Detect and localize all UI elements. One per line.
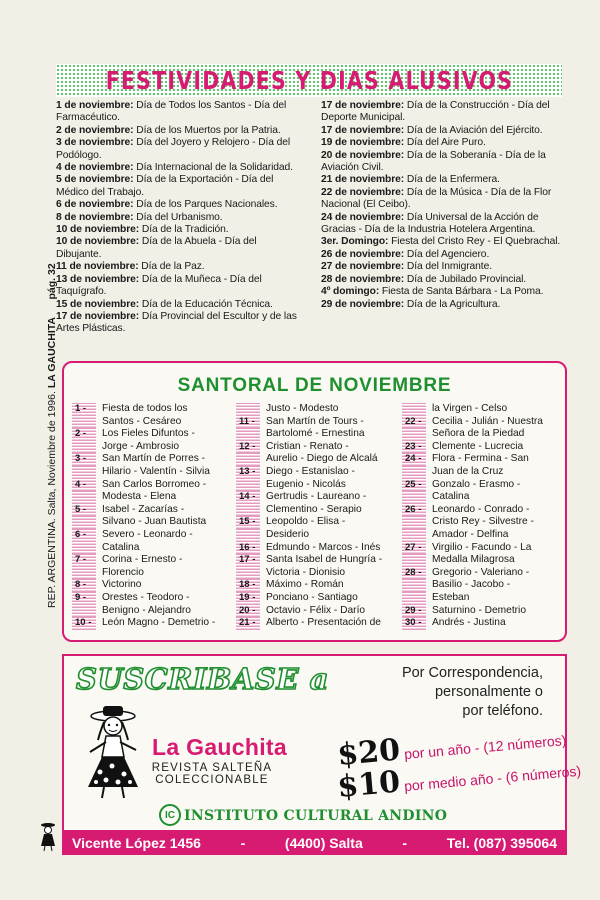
santoral-day-number [402,516,426,529]
santoral-day-number: 2 - [72,428,96,441]
festividad-date: 2 de noviembre: [56,124,134,136]
santoral-day-number: 4 - [72,479,96,492]
santoral-saints: Basilio - Jacobo - [432,579,511,591]
santoral-saints: Modesta - Elena [102,491,177,503]
santoral-day-number: 27 - [402,542,426,555]
santoral-day-number: 8 - [72,579,96,592]
santoral-saints: Benigno - Alejandro [102,604,191,616]
festividad-entry [56,261,304,273]
festividad-entry [56,137,304,162]
festividad-text: Día Provincial del Escultor y de las Artes Plásticas. [56,310,297,335]
santoral-saints: Fiesta de todos los [102,403,188,414]
festividad-entry [321,299,565,311]
santoral-day-number: 28 - [402,567,426,580]
festividad-entry [56,236,304,261]
festividad-date: 11 de noviembre: [56,261,139,273]
festividad-text: Día del Aire Puro. [404,137,486,149]
santoral-day-number: 29 - [402,605,426,618]
santoral-day-number [236,567,260,580]
festividad-date: 22 de noviembre: [321,186,405,198]
festividad-date: 17 de noviembre: [321,100,405,111]
santoral-saints: Andrés - Justina [432,617,506,629]
festividad-date: 3 de noviembre: [56,137,134,149]
festividad-date: 8 de noviembre: [56,211,134,223]
santoral-saints: Cecilia - Julián - Nuestra [432,415,543,427]
santoral-saints: Bartolomé - Ernestina [266,428,365,440]
subscription-ad [62,654,582,855]
festividad-entry [321,286,565,298]
festividad-entry [321,187,565,212]
festividad-text: Día de la Aviación del Ejército. [404,124,543,136]
santoral-title: SANTORAL DE NOVIEMBRE [177,375,452,396]
santoral-day-number: 18 - [236,579,260,592]
festividades-header [56,64,562,97]
santoral-saints: Ponciano - Santiago [266,592,358,603]
santoral-saints: Eugenio - Nicolás [266,478,346,490]
festividad-entry [321,174,565,186]
santoral-day-number: 30 - [402,617,426,630]
footer-phone: Tel. (087) 395064 [446,834,557,851]
festividad-text: Día de los Parques Nacionales. [133,199,278,211]
santoral-day-number [72,466,96,479]
festividad-entry [321,150,565,175]
santoral-day-number: 16 - [236,542,260,555]
santoral-day-number [236,428,260,441]
santoral-day-number [72,567,96,580]
festividad-text: Día del Inmigrante. [404,261,492,273]
festividad-text: Día de la Música - Día de la Flor Nacional (El Ceibo). [321,186,552,211]
santoral-saints: Catalina [432,491,470,503]
santoral-day-number: 20 - [236,605,260,618]
santoral-day-number: 14 - [236,491,260,504]
magazine-subtitle-line: COLECCIONABLE [155,774,269,786]
festividad-text: Día de la Muñeca - Día del Taquígrafo. [56,273,262,298]
festividad-text: Día Internacional de la Solidaridad. [133,162,293,174]
santoral-day-number: 25 - [402,479,426,492]
santoral-saints: Octavio - Félix - Darío [266,604,366,616]
santoral-day-number: 15 - [236,516,260,529]
santoral-saints: Señora de la Piedad [432,428,525,440]
festividad-text: Día Universal de la Acción de Gracias - Día de la Industria Hotelera Argentina. [321,211,539,236]
santoral-day-number: 3 - [72,453,96,466]
festividad-date: 10 de noviembre: [56,236,140,248]
festividad-date: 19 de noviembre: [321,137,405,149]
santoral-saints: Leonardo - Conrado - [432,503,530,515]
festividad-entry [321,261,565,273]
festividad-text: Día de la Paz. [138,261,205,273]
festividad-text: Día de la Exportación - Día del Médico del Trabajo. [56,174,274,198]
festividad-date: 13 de noviembre: [56,273,140,285]
santoral-saints: Alberto - Presentación de [266,617,381,629]
santoral-saints: Isabel - Zacarías - [102,503,185,515]
santoral-saints: Los Fieles Difuntos - [102,428,195,440]
channel-line: por teléfono. [462,703,543,719]
subscribe-title: SUSCRIBASE a [76,662,329,696]
santoral-saints: Clemente - Lucrecia [432,440,524,452]
santoral-saints: Virgilio - Facundo - La [432,541,532,553]
santoral-saints: Victorino [102,579,142,591]
festividad-date: 4º domingo: [321,286,380,298]
festividad-date: 17 de noviembre: [321,124,405,136]
santoral-day-number: 11 - [236,416,260,429]
footer-separator: - [402,834,408,851]
santoral-day-number [402,466,426,479]
santoral-day-number [402,428,426,441]
festividad-date: 5 de noviembre: [56,174,134,186]
footer-separator: - [240,834,246,851]
page-number: pág. 32 [46,263,58,300]
santoral-saints: Juan de la Cruz [432,466,504,477]
santoral-day-number: 23 - [402,441,426,454]
festividad-entry [56,100,304,125]
festividad-entry [56,174,304,199]
footer-city: (4400) Salta [284,834,363,851]
santoral-saints: Máximo - Román [266,579,344,591]
festividad-date: 1 de noviembre: [56,100,134,111]
santoral-saints: Desiderio [266,529,310,540]
santoral-day-number [402,554,426,567]
santoral-saints: Gonzalo - Erasmo - [432,478,521,490]
santoral-saints: Gregorio - Valeriano - [432,566,530,578]
santoral-day-number: 5 - [72,504,96,517]
santoral-saints: Gertrudis - Laureano - [266,491,367,503]
santoral-day-number [236,479,260,492]
santoral-saints: Silvano - Juan Bautista [102,516,207,528]
festividad-text: Día de la Educación Técnica. [139,298,273,310]
santoral-day-number: 12 - [236,441,260,454]
santoral-day-number: 1 - [72,403,96,416]
festividad-text: Día de Todos los Santos - Día del Farmacéutico. [56,100,287,124]
festividad-entry [56,299,304,311]
santoral-day-number [402,579,426,592]
festividad-text: Día de la Soberanía - Día de la Aviación Civil. [321,149,546,174]
footer-address: Vicente López 1456 [72,834,201,851]
santoral-day-number [236,529,260,542]
festividad-date: 26 de noviembre: [321,248,405,260]
festividad-date: 15 de noviembre: [56,298,140,310]
festividad-text: Día de los Muertos por la Patria. [133,124,281,136]
santoral-day-number: 10 - [72,617,96,630]
santoral-saints: Esteban [432,592,470,603]
santoral-saints: Leopoldo - Elisa - [266,516,346,528]
santoral-box [62,361,567,642]
festividad-entry [321,137,565,149]
festividad-entry [56,212,304,224]
santoral-day-number [402,592,426,605]
santoral-saints: Orestes - Teodoro - [102,592,190,603]
festividad-entry [56,224,304,236]
festividad-text: Fiesta del Cristo Rey - El Quebrachal. [388,236,561,248]
price-year-term: por un año - (12 números) [399,731,567,763]
gauchita-illustration [78,702,148,802]
santoral-saints: Cristian - Renato - [266,440,349,452]
santoral-saints: Aurelio - Diego de Alcalá [266,453,378,465]
festividad-date: 6 de noviembre: [56,199,134,211]
festividad-text: Día del Agenciero. [404,248,490,260]
festividad-text: Fiesta de Santa Bárbara - La Poma. [379,286,544,298]
santoral-day-number [236,453,260,466]
channel-line: personalmente o [434,684,543,700]
santoral-saints: Amador - Delfina [432,529,509,540]
festividad-date: 4 de noviembre: [56,162,134,174]
santoral-day-number: 9 - [72,592,96,605]
price-half-amount: $10 [336,764,402,805]
side-magazine: LA GAUCHITA [46,317,58,389]
santoral-day-number [402,403,426,416]
institute-logo-icon: IC [159,804,181,826]
santoral-saints: Hilario - Valentín - Silvia [102,466,210,477]
santoral-saints: Saturnino - Demetrio [432,604,526,616]
contact-footer [62,830,567,855]
festividad-date: 27 de noviembre: [321,261,405,273]
santoral-saints: Justo - Modesto [266,403,339,414]
santoral-day-number [236,403,260,416]
santoral-saints: Catalina [102,541,140,553]
santoral-day-number [72,605,96,618]
magazine-subtitle [132,762,292,786]
santoral-day-number: 17 - [236,554,260,567]
santoral-saints: Jorge - Ambrosio [102,440,180,452]
santoral-saints: Victoria - Dionisio [266,566,346,578]
santoral-saints: Corina - Ernesto - [102,554,183,566]
festividad-text: Día del Joyero y Relojero - Día del Podólogo. [56,137,291,161]
magazine-subtitle-line: REVISTA SALTEÑA [151,762,273,774]
festividades-column-1 [56,100,304,336]
festividad-date: 28 de noviembre: [321,273,405,285]
price-half-term: por medio año - (6 números) [399,762,582,795]
santoral-saints: la Virgen - Celso [432,403,508,414]
subscribe-channels [402,664,543,721]
festividad-date: 20 de noviembre: [321,149,405,161]
festividad-text: Día de la Abuela - Día del Dibujante. [56,236,257,260]
festividad-entry [56,311,304,336]
festividad-date: 29 de noviembre: [321,298,405,310]
santoral-day-number: 13 - [236,466,260,479]
festividad-entry [321,125,565,137]
festividad-date: 17 de noviembre: [56,310,140,322]
santoral-day-number [72,491,96,504]
santoral-saints: Santa Isabel de Hungría - [266,554,383,566]
festividad-text: Día de la Agricultura. [404,298,501,310]
festividad-text: Día de Jubilado Provincial. [404,273,527,285]
santoral-saints: Diego - Estanislao - [266,466,355,477]
santoral-saints: Cristo Rey - Silvestre - [432,516,534,528]
santoral-saints: Medalla Milagrosa [432,554,515,566]
santoral-saints: Florencio [102,566,144,578]
side-place-date: REP. ARGENTINA. Salta, Noviembre de 1996. [46,388,58,608]
institute-name: INSTITUTO CULTURAL ANDINO [184,808,448,824]
magazine-name: La Gauchita [152,734,287,760]
festividad-text: Día de la Tradición. [139,224,229,236]
festividad-entry [321,249,565,261]
channel-line: Por Correspondencia, [401,665,543,681]
santoral-day-number: 19 - [236,592,260,605]
festividad-text: Día de la Enfermera. [404,174,500,186]
festividad-date: 3er. Domingo: [321,236,389,248]
santoral-day-number [72,542,96,555]
festividad-entry [321,274,565,286]
festividad-entry [321,236,565,248]
santoral-day-number [402,491,426,504]
santoral-day-number: 22 - [402,416,426,429]
small-gaucho-icon [38,820,58,852]
price-year-amount: $20 [336,732,402,773]
santoral-day-number: 26 - [402,504,426,517]
santoral-day-number [72,416,96,429]
festividad-date: 10 de noviembre: [56,224,140,236]
festividad-date: 24 de noviembre: [321,211,405,223]
santoral-saints: San Carlos Borromeo - [102,478,207,490]
santoral-saints: San Martín de Porres - [102,453,206,465]
festividad-entry [56,274,304,299]
santoral-day-number [72,441,96,454]
santoral-saints: Edmundo - Marcos - Inés [266,541,381,553]
santoral-day-number: 21 - [236,617,260,630]
festividad-text: Día de la Construcción - Día del Deporte Municipal. [321,100,550,124]
santoral-day-number [236,504,260,517]
santoral-saints: Clementino - Serapio [266,503,362,515]
santoral-saints: Flora - Fermina - San [432,453,529,465]
side-running-head [34,98,58,608]
santoral-saints: Severo - Leonardo - [102,529,193,540]
festividad-date: 21 de noviembre: [321,174,405,186]
festividad-entry [321,100,565,125]
festividad-entry [56,199,304,211]
santoral-day-number: 7 - [72,554,96,567]
santoral-day-number [402,529,426,542]
festividad-entry [56,162,304,174]
page-title: FESTIVIDADES Y DIAS ALUSIVOS [105,66,513,95]
santoral-saints: León Magno - Demetrio - [102,617,216,629]
festividad-text: Día del Urbanismo. [133,211,223,223]
festividad-entry [321,212,565,237]
santoral-day-number: 6 - [72,529,96,542]
santoral-saints: San Martín de Tours - [266,415,364,427]
festividades-column-2 [321,100,565,311]
santoral-day-number: 24 - [402,453,426,466]
festividad-entry [56,125,304,137]
santoral-day-number [72,516,96,529]
santoral-saints: Santos - Cesáreo [102,415,182,427]
